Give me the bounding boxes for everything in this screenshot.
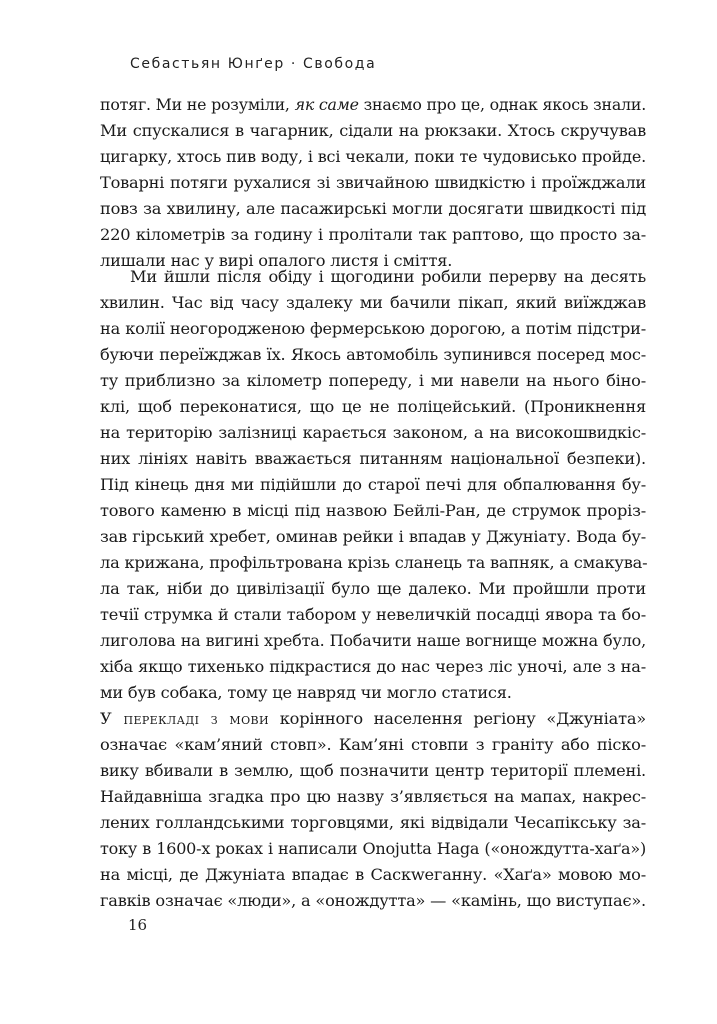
text-line: ла крижана, профільтрована крізь сланець та вапняк, а смакува- xyxy=(100,553,648,572)
text-line: току в 1600-х роках і написали Onojutta Haga («онождутта-хаґа») xyxy=(100,839,646,858)
text-line: них лініях навіть вважається питанням національної безпеки). xyxy=(100,449,646,468)
text-line: гавків означає «люди», а «онождутта» — «камінь, що виступає». xyxy=(100,891,646,910)
paragraph-2 xyxy=(100,264,646,706)
section-lead-in: У перекладі з мови xyxy=(100,709,269,728)
text-line: цигарку, хтось пив воду, і всі чекали, поки те чудовисько пройде. xyxy=(100,147,646,166)
page-number: 16 xyxy=(128,916,148,934)
paragraph-3 xyxy=(100,706,646,914)
text-line: лишали нас у вирі опалого листя і сміття. xyxy=(100,251,453,270)
text-line: ла так, ніби до цивілізації було ще далеко. Ми пройшли проти xyxy=(100,579,646,598)
text-line: течії струмка й стали табором у невеличкій посадці явора та бо- xyxy=(100,605,646,624)
text-line: на колії неогородженою фермерською дорогою, а потім підстри- xyxy=(100,319,646,338)
text-line: лиголова на вигині хребта. Побачити наше вогнище можна було, xyxy=(100,631,646,650)
running-head: Себастьян Юнґер · Свобода xyxy=(130,56,377,72)
text-line: Товарні потяги рухалися зі звичайною швидкістю і проїжджали xyxy=(100,173,646,192)
text-line: Під кінець дня ми підійшли до старої печі для обпалювання бу- xyxy=(100,475,646,494)
text-line: зав гірський хребет, оминав рейки і впадав у Джуніату. Вода бу- xyxy=(100,527,646,546)
text-line: Ми спускалися в чагарник, сідали на рюкзаки. Хтось скручував xyxy=(100,121,646,140)
text-line: потяг. Ми не розуміли, як саме знаємо про це, однак якось знали. xyxy=(100,95,647,114)
text-line: лених голландськими торговцями, які відвідали Чесапікську за- xyxy=(100,813,646,832)
text-line: ту приблизно за кілометр попереду, і ми навели на нього біно- xyxy=(100,371,646,390)
text-line: клі, щоб переконатися, що це не поліцейський. (Проникнення xyxy=(100,397,646,416)
text-line: тового каменю в місці під назвою Бейлі-Ран, де струмок проріз- xyxy=(100,501,646,520)
text-line: ми був собака, тому це навряд чи могло статися. xyxy=(100,683,512,702)
text-line: Найдавніша згадка про цю назву з’являється на мапах, накрес- xyxy=(100,787,646,806)
text-line: Ми йшли після обіду і щогодини робили перерву на десять xyxy=(130,267,646,286)
italic-emphasis: як саме xyxy=(294,95,359,114)
text-line: буючи переїжджав їх. Якось автомобіль зупинився посеред мос- xyxy=(100,345,646,364)
text-line: 220 кілометрів за годину і пролітали так раптово, що просто за- xyxy=(100,225,646,244)
text-line: хіба якщо тихенько підкрастися до нас через ліс уночі, але з на- xyxy=(100,657,646,676)
text-line: повз за хвилину, але пасажирські могли досягати швидкості під xyxy=(100,199,646,218)
text-line: хвилин. Час від часу здалеку ми бачили пікап, який виїжджав xyxy=(100,293,646,312)
text-line: вику вбивали в землю, щоб позначити центр території племені. xyxy=(100,761,646,780)
text-line: У перекладі з мови корінного населення регіону «Джуніата» xyxy=(100,709,646,728)
paragraph-1 xyxy=(100,92,646,274)
text-line: на місці, де Джуніата впадає в Саскweганну. «Хаґа» мовою мо- xyxy=(100,865,646,884)
text-line: на територію залізниці карається законом, а на високошвидкіс- xyxy=(100,423,646,442)
text-line: означає «кам’яний стовп». Кам’яні стовпи з граніту або піско- xyxy=(100,735,646,754)
